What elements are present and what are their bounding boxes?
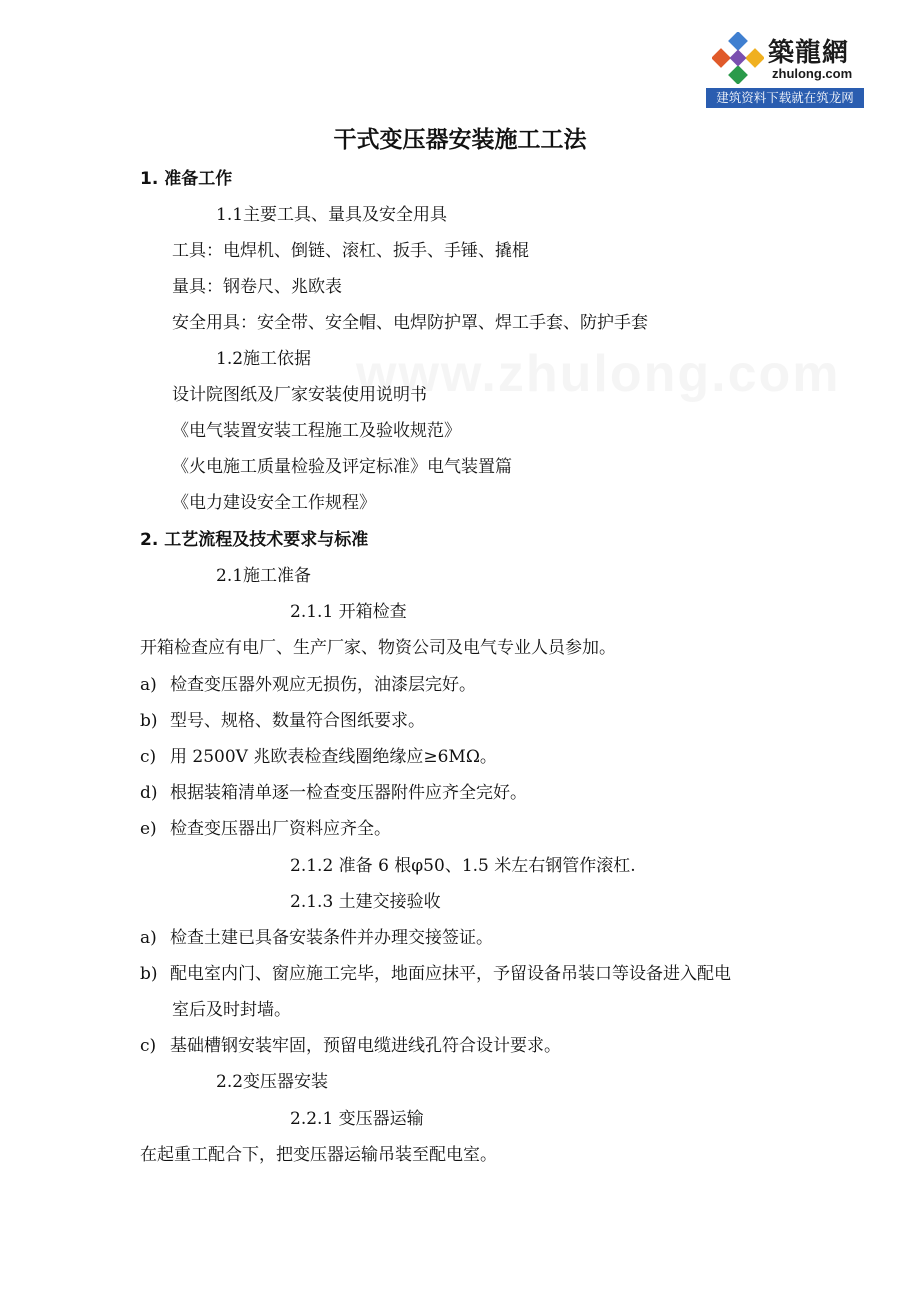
section-2-2-heading: 2.2变压器安装 (216, 1072, 329, 1092)
list-text: 检查变压器外观应无损伤，油漆层完好。 (170, 675, 476, 695)
section-2-1-3-heading: 2.1.3 土建交接验收 (290, 892, 441, 912)
section-2-1-2-heading: 2.1.2 准备 6 根φ50、1.5 米左右钢管作滚杠. (290, 856, 636, 876)
section-1-2-heading: 1.2施工依据 (216, 349, 312, 369)
list-item (140, 962, 731, 986)
list-text: 检查变压器出厂资料应齐全。 (170, 819, 391, 839)
list-item (140, 745, 497, 769)
list-item (140, 817, 391, 841)
section-2-heading: 2. 工艺流程及技术要求与标准 (140, 530, 369, 550)
basis-item: 《电力建设安全工作规程》 (172, 493, 376, 513)
list-marker: b) (140, 964, 158, 984)
list-marker: b) (140, 711, 158, 731)
gauges-line: 量具：钢卷尺、兆欧表 (172, 277, 342, 297)
unpacking-intro: 开箱检查应有电厂、生产厂家、物资公司及电气专业人员参加。 (140, 638, 616, 658)
list-marker: c) (140, 1036, 157, 1056)
basis-item: 《火电施工质量检验及评定标准》电气装置篇 (172, 457, 512, 477)
section-2-1-heading: 2.1施工准备 (216, 566, 312, 586)
list-text: 基础槽钢安装牢固，预留电缆进线孔符合设计要求。 (170, 1036, 561, 1056)
list-text: 根据装箱清单逐一检查变压器附件应齐全完好。 (170, 783, 527, 803)
section-2-2-1-heading: 2.2.1 变压器运输 (290, 1109, 424, 1129)
list-text: 型号、规格、数量符合图纸要求。 (170, 711, 425, 731)
basis-item: 《电气装置安装工程施工及验收规范》 (172, 421, 461, 441)
document-title: 干式变压器安装施工工法 (333, 127, 587, 153)
list-item (140, 1034, 561, 1058)
list-item (140, 673, 476, 697)
tools-line: 工具：电焊机、倒链、滚杠、扳手、手锤、撬棍 (172, 241, 529, 261)
logo-name-en: zhulong.com (772, 66, 853, 81)
section-2-1-1-heading: 2.1.1 开箱检查 (290, 602, 407, 622)
list-item (140, 926, 493, 950)
list-marker: a) (140, 675, 157, 695)
logo-tagline: 建筑资料下载就在筑龙网 (706, 88, 864, 108)
list-text-continued: 室后及时封墙。 (172, 1000, 291, 1020)
list-marker: e) (140, 819, 157, 839)
list-item (140, 709, 425, 733)
section-1-1-heading: 1.1主要工具、量具及安全用具 (216, 205, 448, 225)
watermark: www.zhulong.com (356, 345, 841, 403)
logo-diamond-icon (712, 32, 764, 84)
basis-item: 设计院图纸及厂家安装使用说明书 (172, 385, 427, 405)
zhulong-logo (706, 28, 864, 108)
list-text: 检查土建已具备安装条件并办理交接签证。 (170, 928, 493, 948)
list-text: 配电室内门、窗应施工完毕，地面应抹平，予留设备吊装口等设备进入配电 (170, 964, 731, 984)
list-marker: c) (140, 747, 157, 767)
safety-line: 安全用具：安全带、安全帽、电焊防护罩、焊工手套、防护手套 (172, 313, 648, 333)
logo-name-cn: 築龍網 (768, 38, 850, 68)
list-text: 用 2500V 兆欧表检查线圈绝缘应≥6MΩ。 (170, 747, 497, 767)
list-marker: d) (140, 783, 158, 803)
list-item (140, 781, 527, 805)
list-marker: a) (140, 928, 157, 948)
transport-text: 在起重工配合下，把变压器运输吊装至配电室。 (140, 1145, 497, 1165)
section-1-heading: 1. 准备工作 (140, 169, 233, 189)
